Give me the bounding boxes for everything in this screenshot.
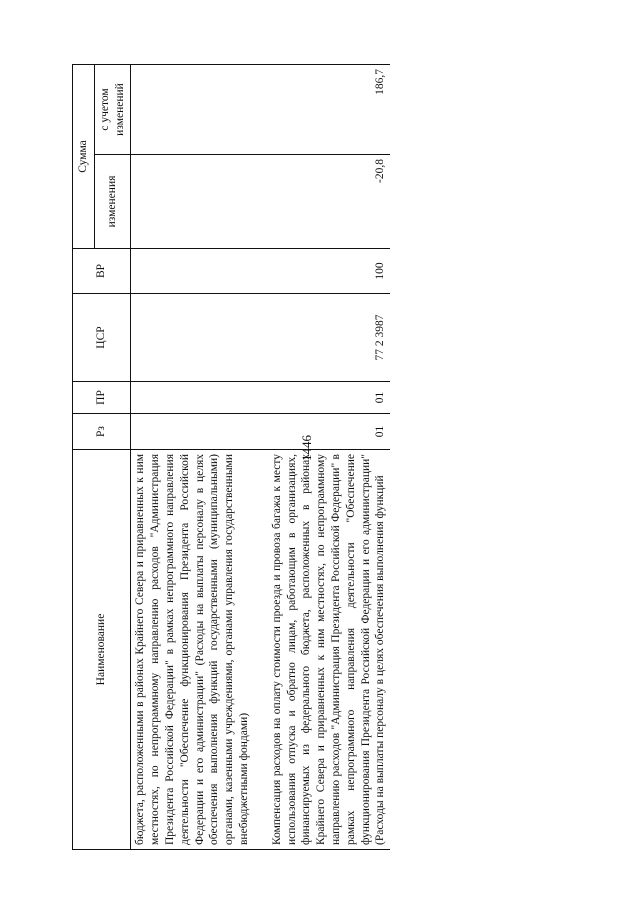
header-name: Наименование: [73, 450, 131, 850]
page-number: 1446: [299, 435, 314, 461]
table-row: [131, 64, 254, 849]
header-with-changes: с учетом изменений: [94, 64, 131, 154]
header-sum: Сумма: [73, 64, 95, 248]
rotated-page-content: [72, 65, 607, 850]
row-vr: [131, 249, 254, 294]
header-csr: ЦСР: [73, 294, 131, 382]
row-pr: 01: [268, 382, 390, 414]
header-vr: ВР: [73, 249, 131, 294]
spacer-row: [254, 64, 268, 849]
row-change: -20,8: [268, 155, 390, 249]
budget-table: [72, 64, 390, 850]
row-pr: [131, 382, 254, 414]
row-rz: [131, 414, 254, 450]
header-rz: Рз: [73, 414, 131, 450]
header-pr: ПР: [73, 382, 131, 414]
row-name: Компенсация расходов на оплату стоимости проезда и провоза багажа к месту использования отпуска и обратно лицам, работающим в организациях, финансируемых из федерального бюджета, расположенных в районах Крайнего Севера и приравненных к ним местностях, по непрограммному направлению расходов "Администрация Президента Российской Федерации" в рамках непрограммного направления деятельности "Обеспечение функционирования Президента Российской Федерации и его администрации" (Расходы на выплаты персоналу в целях обеспечения выполнения функций: [268, 450, 390, 850]
table-row: [268, 64, 390, 849]
row-rz: 01: [268, 414, 390, 450]
row-with-changes: 186,7: [268, 64, 390, 154]
row-vr: 100: [268, 249, 390, 294]
row-with-changes: [131, 64, 254, 154]
row-name: бюджета, расположенными в районах Крайнего Севера и приравненных к ним местностях, по непрограммному направлению расходов "Администрация Президента Российской Федерации" в рамках непрограммного направления деятельности "Обеспечение функционирования Президента Российской Федерации и его администрации" (Расходы на выплаты персоналу в целях обеспечения выполнения функций государственными (муниципальными) органами, казенными учреждениями, органами управления государственными внебюджетными фондами): [131, 450, 254, 850]
header-change: изменения: [94, 155, 131, 249]
row-change: [131, 155, 254, 249]
row-csr: 77 2 3987: [268, 294, 390, 382]
row-csr: [131, 294, 254, 382]
